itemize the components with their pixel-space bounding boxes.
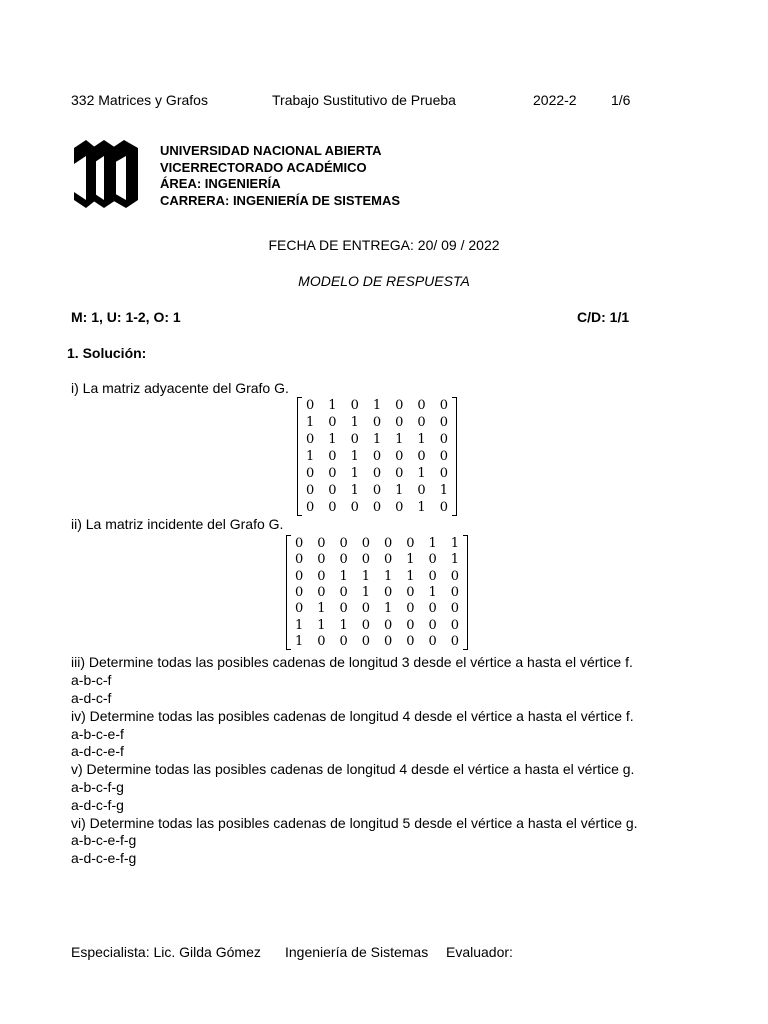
- incidence-cell: 0: [361, 552, 371, 568]
- question-iii: iii) Determine todas las posibles cadenas de longitud 3 desde el vértice a hasta el vértice f.: [71, 654, 633, 670]
- incidence-cell: 0: [406, 617, 415, 633]
- adjacency-cell: 0: [372, 483, 382, 498]
- institution-line: ÁREA: INGENIERÍA: [160, 176, 281, 191]
- adjacency-cell: 0: [350, 500, 359, 515]
- adjacency-cell: 0: [439, 398, 448, 413]
- incidence-cell: 1: [361, 568, 371, 584]
- adjacency-cell: 1: [350, 483, 359, 498]
- incidence-cell: 0: [361, 634, 371, 650]
- adjacency-cell: 0: [395, 415, 404, 430]
- institution-block: [160, 143, 400, 209]
- incidence-cell: 0: [317, 584, 326, 600]
- chain-item: a-d-c-f-g: [71, 797, 124, 813]
- adjacency-cell: 1: [306, 449, 315, 464]
- incidence-cell: 0: [428, 634, 437, 650]
- model-title: MODELO DE RESPUESTA: [298, 273, 470, 289]
- incidence-row: [288, 551, 466, 567]
- adjacency-cell: 0: [306, 483, 315, 498]
- delivery-date: FECHA DE ENTREGA: 20/ 09 / 2022: [268, 237, 500, 253]
- adjacency-cell: 1: [395, 483, 404, 498]
- adjacency-cell: 0: [350, 432, 359, 447]
- chain-item: a-b-c-e-f: [71, 726, 124, 742]
- adjacency-cell: 1: [417, 500, 426, 515]
- footer-specialist: Especialista: Lic. Gilda Gómez: [71, 944, 261, 960]
- incidence-cell: 0: [428, 617, 437, 633]
- incidence-cell: 0: [428, 552, 437, 568]
- adjacency-cell: 0: [439, 449, 448, 464]
- question-v: v) Determine todas las posibles cadenas de longitud 4 desde el vértice a hasta el vértice g.: [71, 761, 635, 777]
- incidence-cell: 1: [428, 535, 437, 551]
- adjacency-cell: 0: [395, 466, 404, 481]
- adjacency-cell: 1: [328, 432, 337, 447]
- incidence-cell: 0: [294, 568, 304, 584]
- incidence-cell: 1: [450, 535, 460, 551]
- footer-career: Ingeniería de Sistemas: [285, 944, 429, 960]
- adjacency-cell: 0: [417, 483, 426, 498]
- incidence-row: [288, 601, 466, 617]
- chain-item: a-b-c-f: [71, 672, 112, 688]
- adjacency-cell: 0: [439, 500, 448, 515]
- adjacency-cell: 0: [328, 449, 337, 464]
- incidence-cell: 0: [383, 552, 393, 568]
- incidence-cell: 0: [361, 601, 371, 617]
- incidence-cell: 0: [383, 584, 393, 600]
- adjacency-cell: 0: [439, 415, 448, 430]
- incidence-cell: 0: [450, 568, 460, 584]
- adjacency-cell: 0: [372, 415, 382, 430]
- adjacency-cell: 0: [417, 398, 426, 413]
- incidence-table: [288, 535, 466, 650]
- incidence-cell: 0: [317, 552, 326, 568]
- incidence-cell: 1: [294, 617, 304, 633]
- adjacency-cell: 0: [395, 398, 404, 413]
- incidence-cell: 0: [294, 552, 304, 568]
- incidence-cell: 0: [450, 617, 460, 633]
- adjacency-cell: 0: [306, 500, 315, 515]
- adjacency-cell: 0: [328, 483, 337, 498]
- incidence-cell: 1: [406, 568, 415, 584]
- incidence-cell: 0: [361, 535, 371, 551]
- work-type: Trabajo Sustitutivo de Prueba: [272, 92, 456, 108]
- question-iv: iv) Determine todas las posibles cadenas de longitud 4 desde el vértice a hasta el vértice f.: [71, 708, 634, 724]
- adjacency-cell: 1: [439, 483, 448, 498]
- adjacency-cell: 0: [350, 398, 359, 413]
- incidence-cell: 0: [406, 634, 415, 650]
- incidence-cell: 0: [317, 535, 326, 551]
- adjacency-table: [299, 397, 455, 516]
- incidence-cell: 0: [339, 601, 348, 617]
- adjacency-cell: 0: [395, 500, 404, 515]
- incidence-cell: 0: [361, 617, 371, 633]
- incidence-cell: 0: [450, 634, 460, 650]
- incidence-cell: 0: [428, 601, 437, 617]
- adjacency-cell: 0: [328, 500, 337, 515]
- incidence-cell: 0: [294, 535, 304, 551]
- incidence-cell: 0: [383, 634, 393, 650]
- incidence-cell: 0: [383, 617, 393, 633]
- incidence-cell: 0: [406, 535, 415, 551]
- adjacency-cell: 0: [306, 466, 315, 481]
- adjacency-cell: 0: [328, 415, 337, 430]
- course-name: 332 Matrices y Grafos: [71, 92, 208, 108]
- incidence-title: ii) La matriz incidente del Grafo G.: [71, 516, 284, 532]
- chain-item: a-b-c-f-g: [71, 779, 124, 795]
- incidence-cell: 0: [406, 601, 415, 617]
- adjacency-cell: 0: [328, 466, 337, 481]
- incidence-cell: 0: [294, 601, 304, 617]
- incidence-cell: 0: [450, 584, 460, 600]
- adjacency-cell: 0: [306, 432, 315, 447]
- incidence-row: [288, 535, 466, 551]
- incidence-matrix: [286, 535, 468, 650]
- incidence-cell: 1: [383, 568, 393, 584]
- adjacency-cell: 0: [417, 449, 426, 464]
- adjacency-cell: 1: [350, 449, 359, 464]
- chain-item: a-d-c-f: [71, 690, 112, 706]
- solution-heading: 1. Solución:: [67, 345, 147, 361]
- adjacency-cell: 1: [350, 466, 359, 481]
- institution-line: VICERRECTORADO ACADÉMICO: [160, 159, 367, 175]
- adjacency-cell: 0: [372, 500, 382, 515]
- chain-item: a-b-c-e-f-g: [71, 832, 137, 848]
- incidence-cell: 0: [339, 634, 348, 650]
- incidence-cell: 0: [339, 535, 348, 551]
- incidence-cell: 1: [317, 601, 326, 617]
- incidence-cell: 1: [294, 634, 304, 650]
- incidence-cell: 1: [428, 584, 437, 600]
- incidence-cell: 0: [339, 552, 348, 568]
- incidence-row: [288, 634, 466, 650]
- incidence-cell: 1: [406, 552, 415, 568]
- question-vi: vi) Determine todas las posibles cadenas de longitud 5 desde el vértice a hasta el vértice g.: [71, 815, 638, 831]
- adjacency-cell: 0: [372, 449, 382, 464]
- criteria-code: C/D: 1/1: [577, 309, 630, 325]
- incidence-cell: 1: [383, 601, 393, 617]
- adjacency-cell: 1: [395, 432, 404, 447]
- incidence-row: [288, 568, 466, 584]
- adjacency-cell: 1: [306, 415, 315, 430]
- incidence-cell: 1: [339, 568, 348, 584]
- adjacency-matrix: [297, 397, 457, 516]
- adjacency-row: [299, 499, 455, 516]
- incidence-cell: 0: [317, 634, 326, 650]
- institution-line: UNIVERSIDAD NACIONAL ABIERTA: [160, 143, 382, 158]
- incidence-row: [288, 617, 466, 633]
- adjacency-cell: 0: [439, 432, 448, 447]
- adjacency-cell: 1: [417, 432, 426, 447]
- incidence-cell: 0: [339, 584, 348, 600]
- footer-evaluator: Evaluador:: [446, 944, 513, 960]
- adjacency-row: [299, 397, 455, 414]
- adjacency-row: [299, 465, 455, 482]
- adjacency-cell: 0: [439, 466, 448, 481]
- adjacency-cell: 1: [350, 415, 359, 430]
- incidence-cell: 1: [361, 584, 371, 600]
- incidence-cell: 0: [450, 601, 460, 617]
- adjacency-cell: 0: [417, 415, 426, 430]
- adjacency-cell: 1: [417, 466, 426, 481]
- incidence-cell: 0: [317, 568, 326, 584]
- adjacency-cell: 0: [372, 466, 382, 481]
- adjacency-cell: 1: [372, 398, 382, 413]
- adjacency-cell: 0: [306, 398, 315, 413]
- university-logo-icon: [72, 138, 142, 212]
- adjacency-row: [299, 414, 455, 431]
- incidence-cell: 0: [428, 568, 437, 584]
- adjacency-cell: 1: [372, 432, 382, 447]
- incidence-cell: 1: [317, 617, 326, 633]
- page-number: 1/6: [611, 92, 631, 108]
- institution-line: CARRERA: INGENIERÍA DE SISTEMAS: [160, 192, 401, 208]
- chain-item: a-d-c-e-f-g: [71, 850, 137, 866]
- adjacency-title: i) La matriz adyacente del Grafo G.: [71, 380, 289, 396]
- incidence-cell: 0: [294, 584, 304, 600]
- incidence-cell: 1: [339, 617, 348, 633]
- term: 2022-2: [533, 92, 577, 108]
- chain-item: a-d-c-e-f: [71, 743, 124, 759]
- adjacency-cell: 1: [328, 398, 337, 413]
- incidence-cell: 1: [450, 552, 460, 568]
- objective-code: M: 1, U: 1-2, O: 1: [71, 309, 181, 325]
- adjacency-cell: 0: [395, 449, 404, 464]
- adjacency-row: [299, 431, 455, 448]
- incidence-row: [288, 584, 466, 600]
- incidence-cell: 0: [406, 584, 415, 600]
- incidence-cell: 0: [383, 535, 393, 551]
- adjacency-row: [299, 448, 455, 465]
- adjacency-row: [299, 482, 455, 499]
